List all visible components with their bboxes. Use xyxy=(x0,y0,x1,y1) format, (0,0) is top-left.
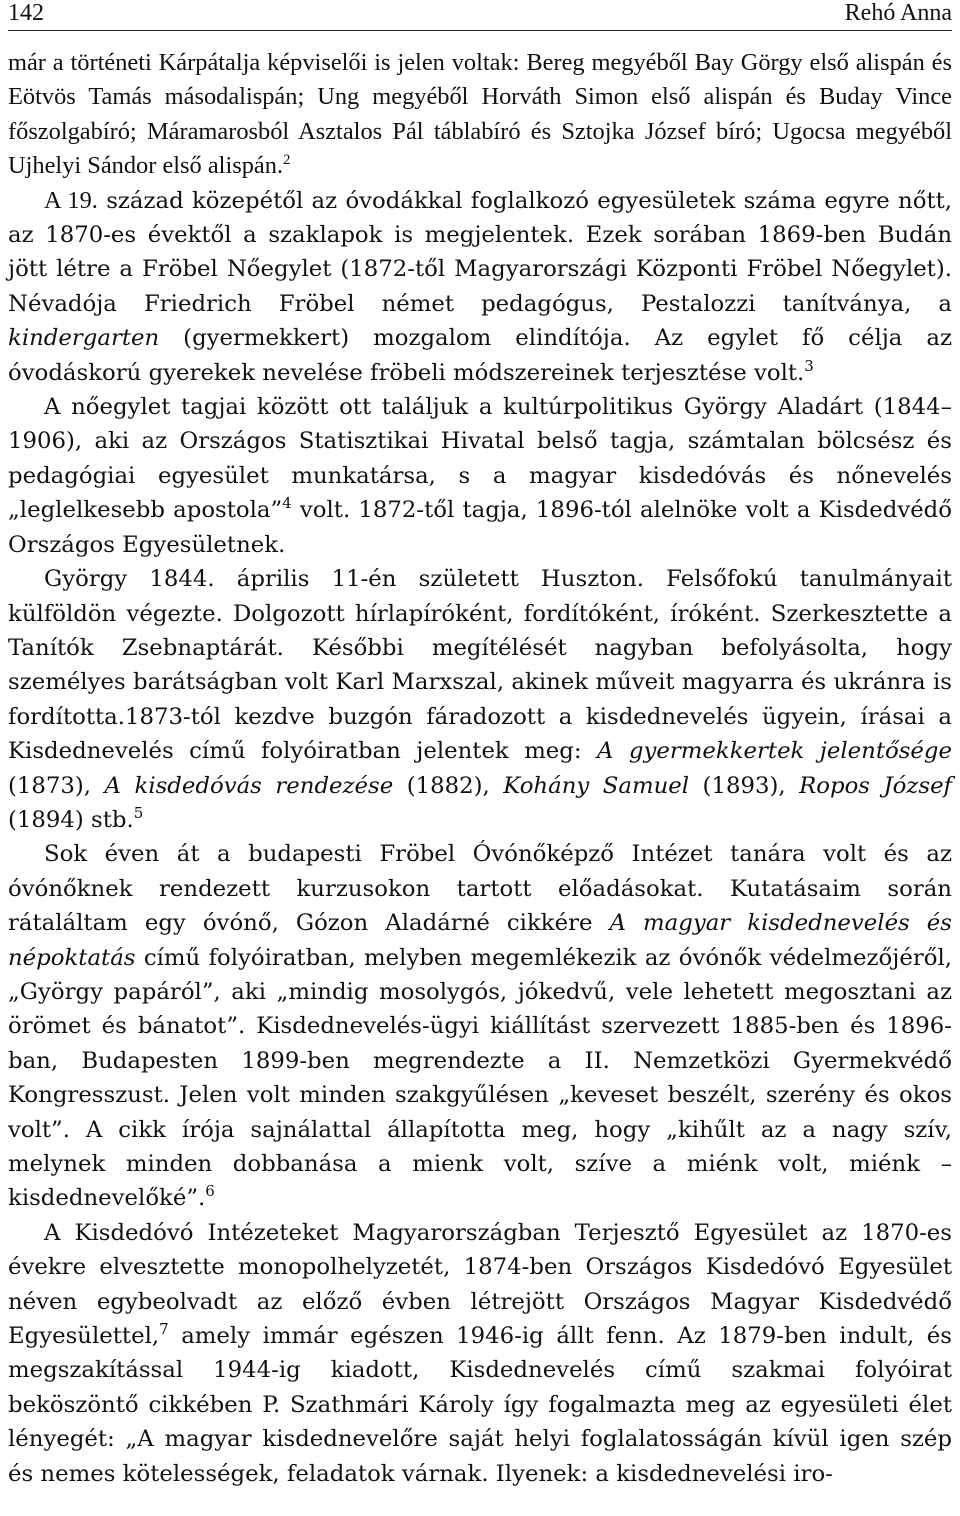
italic-title: A kisdedóvás rendezése xyxy=(104,772,394,799)
text-run: (1894) stb. xyxy=(8,806,134,833)
page-number: 142 xyxy=(8,0,44,26)
text-run: György 1844. április 11-én született Huszton. Felsőfokú tanulmányait külföldön végezte. Dolgozott hírlapíróként, fordítóként, íróként. Szerkesztette a Tanítók Zsebnaptárát. Későbbi megítélését nagyban befolyásolta, hogy személyes barátságban volt Karl Marxszal, akinek műveit magyarra és ukránra is fordította.1873-tól kezdve buzgón fáradozott a kisdednevelés ügyein, írásai a Kisdednevelés című folyóiratban jelentek meg: xyxy=(8,566,952,765)
running-header xyxy=(8,0,952,31)
italic-title: Ropos József xyxy=(799,772,952,799)
italic-title: kindergarten xyxy=(8,325,160,352)
text-run: A nőegylet tagjai között ott találjuk a kultúrpolitikus György Aladárt (1844–1906), aki az Országos Statisztikai Hivatal belső tagja, számtalan bölcsész és pedagógiai egyesület munkatársa, s a magyar kisdedóvás és nőnevelés „leglelkesebb apostola” xyxy=(8,394,952,524)
footnote-marker: 7 xyxy=(159,1320,169,1339)
text-run: (1873), xyxy=(8,772,105,799)
text-run: A Kisdedóvó Intézeteket Magyarországban Terjesztő Egyesület az 1870-es évekre elvesztette monopolhelyzetét, 1874-ben Országos Kisdedóvó Egyesület néven egybeolvadt az előző évben létrejött Országos Magyar Kisdedvédő Egyesülettel, xyxy=(8,1219,952,1350)
text-run: (1882), xyxy=(393,772,504,799)
text-run: (1893), xyxy=(689,772,800,799)
body-paragraph xyxy=(8,46,952,184)
text-run: (gyermekkert) mozgalom elindítója. Az egylet fő célja az óvodáskorú gyerekek nevelése fröbeli módszereinek terjesztése volt. xyxy=(8,325,952,386)
body-paragraph xyxy=(8,1216,952,1491)
text-run: század közepétől az óvodákkal foglalkozó egyesületek száma egyre nőtt, az 1870-es évektől a szaklapok is megjelentek. Ezek sorában 1869-ben Budán jött létre a Fröbel Nőegylet (1872-től Magyarországi Központi Fröbel Nőegylet). Névadója Friedrich Fröbel német pedagógus, Pestalozzi tanítványa, a xyxy=(8,187,953,317)
footnote-marker: 5 xyxy=(133,803,144,822)
text-run: Sok éven át a budapesti Fröbel Óvónőképző Intézet tanára volt és az óvónőknek rendezett kurzusokon tartott előadásokat. Kutatásaim során rátaláltam egy óvónő, Gózon Aladárné cikkére xyxy=(8,841,952,937)
body-text xyxy=(8,46,952,1491)
text-run: volt. 1872-től tagja, 1896-tól alelnöke volt a Kisdedvédő Országos Egyesületnek. xyxy=(8,497,953,558)
body-paragraph xyxy=(8,562,952,837)
footnote-marker: 4 xyxy=(282,494,292,513)
body-paragraph xyxy=(8,837,952,1215)
italic-title: Kohány Samuel xyxy=(503,772,690,799)
footnote-marker: 2 xyxy=(283,152,291,169)
text-run: amely immár egészen 1946-ig állt fenn. Az 1879-ben indult, és megszakítással 1944-ig kiadott, Kisdednevelés című szakmai folyóirat beköszöntő cikkében P. Szathmári Károly így fogalmazta meg az egyesületi élet lényegét: „A magyar kisdednevelőre saját helyi foglalatosságán kívül igen szép és nemes kötelességek, feladatok várnak. Ilyenek: a kisdednevelési iro- xyxy=(8,1323,952,1487)
running-header-author: Rehó Anna xyxy=(844,0,952,26)
text-run: című folyóiratban, melyben megemlékezik az óvónők védelmezőjéről, „György papáról”, aki „mindig mosolygós, jókedvű, vele lehetett megosztani az örömet és bánatot”. Kisdednevelés-ügyi kiállítást szervezett 1885-ben és 1896-ban, Budapesten 1899-ben megrendezte a II. Nemzetközi Gyermekvédő Kongresszust. Jelen volt minden szakgyűlésen „keveset beszélt, szerény és okos volt”. A cikk írója sajnálattal állapította meg, hogy „kihűlt az a nagy szív, melynek minden dobbanása a mienk volt, szíve a miénk volt, miénk – kisdednevelőké”. xyxy=(8,944,952,1212)
footnote-marker: 3 xyxy=(804,356,814,375)
italic-title: A gyermekkertek jelentősége xyxy=(597,738,952,765)
text-run: A 19. xyxy=(44,186,98,214)
body-paragraph xyxy=(8,184,952,390)
footnote-marker: 6 xyxy=(205,1182,215,1201)
italic-title: A magyar kisdednevelés és népoktatás xyxy=(8,910,952,971)
body-paragraph xyxy=(8,390,952,562)
text-run: már a történeti Kárpátalja képviselői is jelen voltak: Bereg megyéből Bay Görgy első alispán és Eötvös Tamás másodalispán; Ung megyéből Horváth Simon első alispán és Buday Vince főszolgabíró; Máramarosból Asztalos Pál táblabíró és Sztojka József bíró; Ugocsa megyéből Ujhelyi Sándor első alispán. xyxy=(8,49,952,180)
